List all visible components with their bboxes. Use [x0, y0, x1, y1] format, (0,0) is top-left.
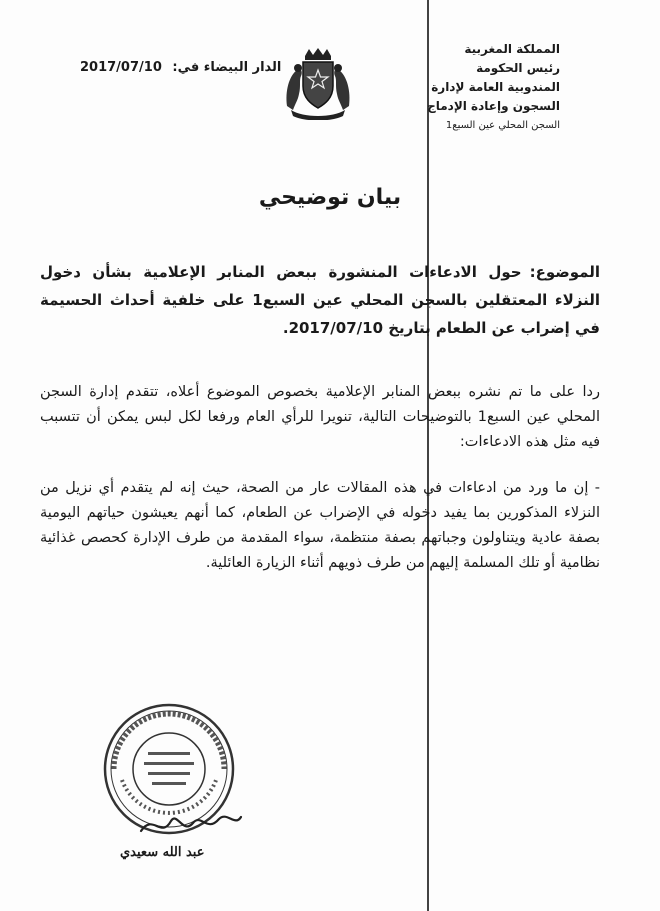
government-line: رئيس الحكومة [476, 61, 560, 75]
place-date [80, 60, 281, 75]
document-title: بيان توضيحي [258, 185, 402, 210]
signer-name: عبد الله سعيدي [120, 845, 205, 860]
moroccan-coat-of-arms-icon [283, 46, 353, 120]
letterhead [370, 40, 560, 135]
scan-fold-line [427, 0, 429, 911]
subject-block [40, 258, 600, 342]
handwritten-signature-icon [135, 805, 245, 845]
place-label: الدار البيضاء في: [172, 60, 282, 75]
kingdom-line: المملكة المغربية [464, 42, 560, 56]
subject-label: الموضوع: [529, 263, 600, 281]
local-prison-line: السجن المحلي عين السبع1 [445, 120, 560, 131]
subject-text: حول الادعاءات المنشورة ببعض المنابر الإعلامية بشأن دخول النزلاء المعتقلين بالسجن المحلي عين السبع1 على خلفية أحداث الحسيمة في إضراب عن الطعام بتاريخ 2017/07/10. [40, 263, 600, 337]
delegation-line: المندوبية العامة لإدارة [431, 80, 560, 94]
body-paragraph-1: ردا على ما تم نشره ببعض المنابر الإعلامية بخصوص الموضوع أعلاه، تتقدم إدارة السجن المحلي عين السبع1 بالتوضيحات التالية، تنويرا للرأي العام ورفعا لكل لبس يمكن أن تتسبب فيه مثل هذه الادعاءات: [40, 384, 600, 450]
letter-date: 2017/07/10 [80, 60, 162, 75]
body-paragraph-2: - إن ما ورد من ادعاءات في هذه المقالات عار من الصحة، حيث إنه لم يتقدم أي نزيل من النزلاء المذكورين بما يفيد دخوله في الإضراب عن الطعام، كما أنهم يعيشون حياتهم اليومية بصفة عادية ويتناولون وجباتهم بصفة منتظمة، سواء المقدمة من طرف الإدارة كحصص غذائية نظامية أو تلك المسلمة إليهم من طرف ذويهم أثناء الزيارة العائلية. [40, 480, 600, 571]
prisons-line: السجون وإعادة الإدماج [427, 99, 560, 113]
